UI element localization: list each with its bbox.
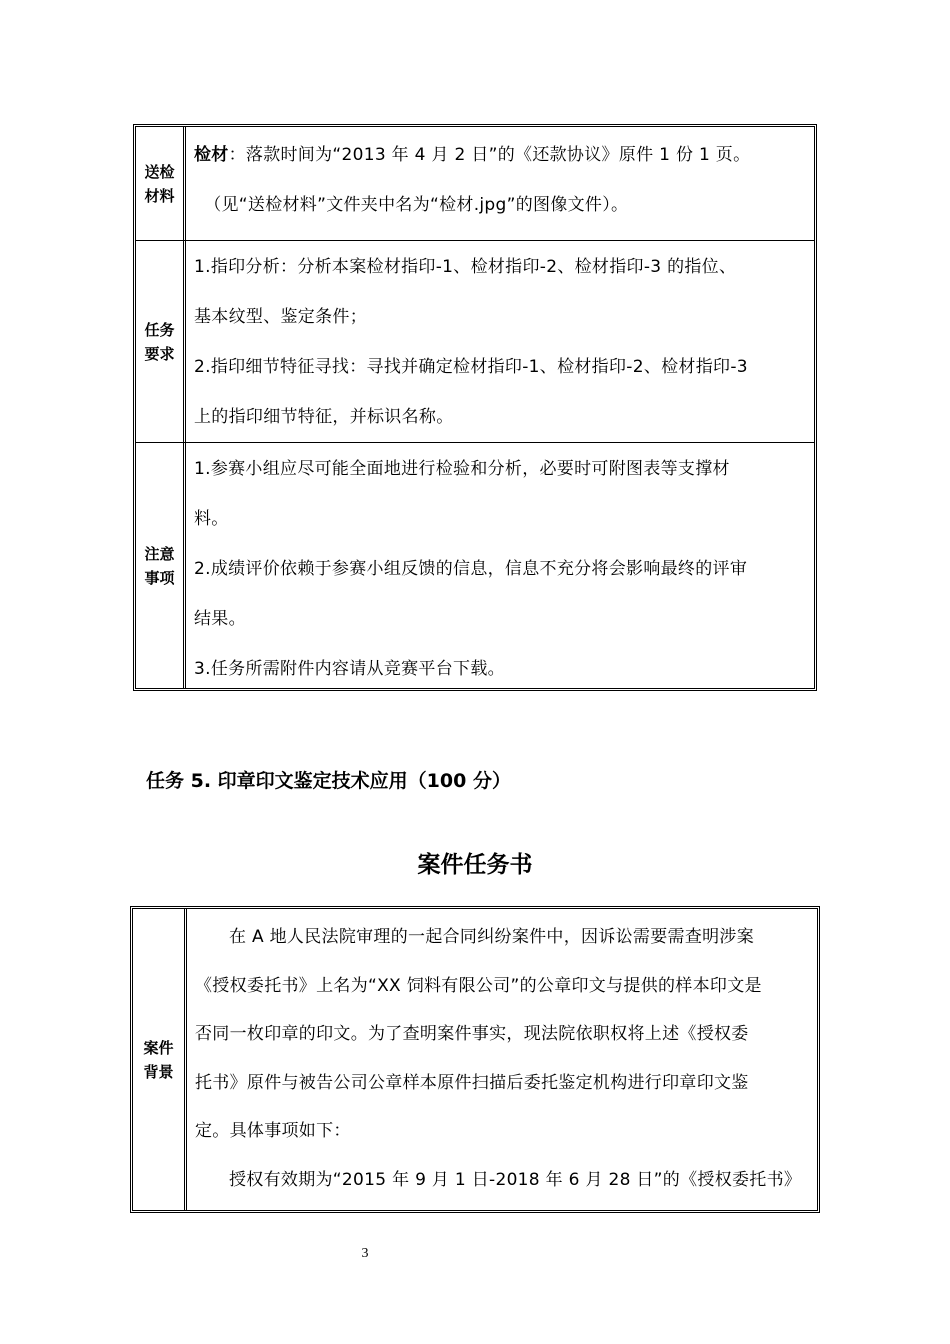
note-line: 1.参赛小组应尽可能全面地进行检验和分析，必要时可附图表等支撑材 <box>194 459 730 479</box>
task-requirements-content <box>186 241 814 442</box>
background-line: 定。具体事项如下： <box>195 1121 351 1141</box>
note-line: 结果。 <box>194 609 246 629</box>
background-line: 在 A 地人民法院审理的一起合同纠纷案件中，因诉讼需要需查明涉案 <box>229 927 755 947</box>
requirement-line: 上的指印细节特征，并标识名称。 <box>194 407 454 427</box>
label-task-requirements: 任务要求 <box>144 320 175 363</box>
note-line: 3.任务所需附件内容请从竞赛平台下载。 <box>194 659 505 679</box>
background-line: 否同一枚印章的印文。为了查明案件事实，现法院依职权将上述《授权委 <box>195 1024 749 1044</box>
notes-content <box>186 443 814 688</box>
background-line: 授权有效期为“2015 年 9 月 1 日-2018 年 6 月 28 日”的《授权委托书》 <box>229 1169 802 1190</box>
background-line: 《授权委托书》上名为“XX 饲料有限公司”的公章印文与提供的样本印文是 <box>195 975 762 996</box>
label-submitted-material: 送检材料 <box>144 162 175 205</box>
doc-title: 案件任务书 <box>417 852 533 878</box>
page-number: 3 <box>361 1246 369 1261</box>
requirement-line: 1.指印分析：分析本案检材指印-1、检材指印-2、检材指印-3 的指位、 <box>194 257 737 277</box>
material-line-2: （见“送检材料”文件夹中名为“检材.jpg”的图像文件）。 <box>204 195 629 215</box>
row-task-requirements <box>136 241 814 443</box>
row-submitted-material <box>136 127 814 241</box>
requirement-line: 基本纹型、鉴定条件； <box>194 307 367 327</box>
row-notes <box>136 443 814 688</box>
row-case-background <box>133 909 817 1210</box>
task-heading: 任务 5. 印章印文鉴定技术应用（100 分） <box>146 770 511 792</box>
label-case-background: 案件背景 <box>143 1038 174 1081</box>
label-notes: 注意事项 <box>144 544 175 587</box>
background-line: 托书》原件与被告公司公章样本原件扫描后委托鉴定机构进行印章印文鉴 <box>195 1072 749 1093</box>
note-line: 料。 <box>194 509 229 529</box>
task-table-fingerprint <box>133 124 817 691</box>
note-line: 2.成绩评价依赖于参赛小组反馈的信息，信息不充分将会影响最终的评审 <box>194 559 748 579</box>
case-background-content <box>187 909 817 1210</box>
case-background-table <box>130 906 820 1213</box>
requirement-line: 2.指印细节特征寻找：寻找并确定检材指印-1、检材指印-2、检材指印-3 <box>194 357 748 377</box>
material-line-1: 检材：落款时间为“2013 年 4 月 2 日”的《还款协议》原件 1 份 1 页。 <box>194 145 751 165</box>
submitted-material-content <box>186 127 814 240</box>
